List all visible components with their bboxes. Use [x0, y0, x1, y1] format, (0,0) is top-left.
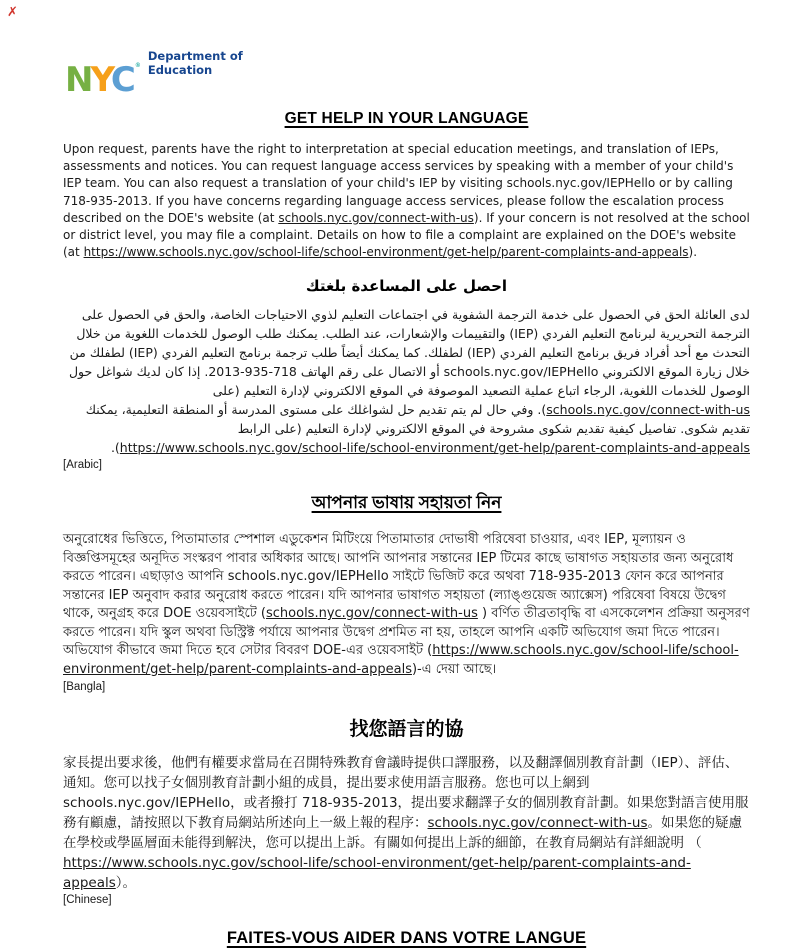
logo-department-text [148, 50, 243, 77]
language-label-arabic: [Arabic] [63, 459, 102, 472]
link-arabic[interactable]: schools.nyc.gov/connect-with-us [546, 402, 750, 418]
text-run: Upon request, parents have the right to interpretation at special education meetings, and translation of IEPs, assessments and notices. You can request language access services by speaking with a member of your child's IEP team. You can also request a translation of your child's IEP by visiting schools.nyc.gov/IEPHello or by calling 718-935-2013. If you have concerns regarding language access services, please follow the escalation process described on the DOE's website (at [63, 142, 734, 225]
language-label-bangla: [Bangla] [63, 681, 106, 694]
link-bangla[interactable]: schools.nyc.gov/connect-with-us [266, 606, 478, 622]
text-run: ). [688, 245, 698, 260]
paragraph-english [63, 141, 750, 261]
section-arabic [63, 277, 750, 472]
section-chinese [63, 714, 750, 907]
text-run: 。如果您的疑慮在學校或學區層面未能得到解決，您可以提出上訴。有關如何提出上訴的細節，在教育局網站有詳細說明 （ [63, 815, 743, 852]
link-chinese[interactable]: https://www.schools.nyc.gov/school-life/school-environment/get-help/parent-complaints-and-appeals [63, 855, 691, 892]
link-english[interactable]: https://www.schools.nyc.gov/school-life/school-environment/get-help/parent-complaints-and-appeals [83, 245, 689, 260]
heading-arabic: احصل على المساعدة بلغتك [305, 277, 508, 296]
link-arabic[interactable]: https://www.schools.nyc.gov/school-life/school-environment/get-help/parent-complaints-and-appeals [119, 440, 750, 456]
section-bangla [63, 490, 750, 694]
heading-bangla: আপনার ভাষায় সহায়তা নিন [311, 493, 502, 513]
nyc-logo-letter-y: Y [90, 60, 111, 100]
link-english[interactable]: schools.nyc.gov/connect-with-us [278, 210, 474, 225]
text-run: ). وفي حال لم يتم تقديم حل لشواغلك على مستوى المدرسة أو المنطقة التعليمية، يمكنك تقديم شكوى. تفاصيل كيفية تقديم شكوى مشروحة في الموقع الالكتروني لإدارة التعليم (على الرابط [85, 402, 750, 437]
text-run: )-এ দেয়া আছে। [411, 661, 497, 677]
text-run: অনুরোধের ভিত্তিতে, পিতামাতার স্পেশাল এডুকেশন মিটিংয়ে পিতামাতার দোভাষী পরিষেবা চাওয়ার, এবং IEP, মূল্যায়ন ও বিজ্ঞপ্তিসমূহের অনূদিত সংস্করণ পাবার অধিকার আছে। আপনি আপনার সন্তানের IEP টিমের কাছে ভাষাগত সহায়তার জন্য অনুরোধ করতে পারেন। এছাড়াও আপনি schools.nyc.gov/IEPHello সাইটে ভিজিট করে অথবা 718-935-2013 ফোন করে আপনার সন্তানের IEP অনুবাদ করার অনুরোধ করতে পারেন। যদি আপনার ভাষাগত সহায়তা (ল্যাঙ্গুয়েজ অ্যাক্সেস) পরিষেবা বিষয়ে উদ্বেগ থাকে, অনুগ্রহ করে DOE ওয়েবসাইটে ( [63, 532, 734, 622]
nyc-logo-letter-c: C [110, 60, 133, 100]
heading-french: FAITES-VOUS AIDER DANS VOTRE LANGUE [226, 929, 587, 948]
heading-english: GET HELP IN YOUR LANGUAGE [284, 110, 529, 127]
logo-department-line2: Education [147, 62, 213, 77]
logo-department-line1: Department of [147, 49, 243, 63]
paragraph-chinese [63, 753, 750, 893]
link-bangla[interactable]: https://www.schools.nyc.gov/school-life/school-environment/get-help/parent-complaints-and-appeals [63, 643, 739, 677]
text-run: لدى العائلة الحق في الحصول على خدمة الترجمة الشفوية في اجتماعات التعليم لذوي الاحتياجات الخاصة، والحق في الحصول على الترجمة التحريرية لبرنامج التعليم الفردي (IEP) والتقييمات والإشعارات، عند الطلب. يمكنك طلب الوصول للخدمات اللغوية من خلال التحدث مع أحد أفراد فريق برنامج التعليم الفردي (IEP) لطفلك. كما يمكنك أيضاً طلب ترجمة برنامج التعليم الفردي (IEP) لطفلك من خلال زيارة الموقع الالكتروني schools.nyc.gov/IEPHello أو الاتصال على رقم الهاتف 718-935-2013. إذا كان لديك شواغل حول الوصول للخدمات اللغوية، الرجاء اتباع عملية التصعيد الموصوفة في الموقع الالكتروني لإدارة التعليم (على [68, 307, 750, 399]
nyc-doe-logo [65, 0, 750, 100]
section-english [63, 110, 750, 261]
nyc-logo-letter-n: N [65, 60, 91, 100]
heading-chinese: 找您語言的協 [349, 719, 464, 741]
section-french [63, 929, 750, 948]
text-run: ). If your concern is not resolved at the school or district level, you may file a complaint. Details on how to file a complaint are explained on the DOE's website (at [63, 210, 750, 260]
text-run: ）。 [115, 875, 137, 892]
text-run: ) বর্ণিত তীব্রতাবৃদ্ধি বা এসকেলেশন প্রক্রিয়া অনুসরণ করতে পারেন। যদি স্কুল অথবা ডিস্ট্রিক্ট পর্যায়ে আপনার উদ্বেগ প্রশমিত না হয়, তাহলে আপনি একটি অভিযোগ জমা দিতে পারেন। অভিযোগ কীভাবে জমা দিতে হবে সেটার বিবরণ DOE-এর ওয়েবসাইট ( [63, 606, 750, 659]
paragraph-arabic [63, 305, 750, 457]
trademark-icon: ® [134, 62, 141, 69]
nyc-logo-letters [65, 47, 141, 99]
sections [63, 110, 750, 948]
text-run: 家長提出要求後，他們有權要求當局在召開特殊教育會議時提供口譯服務，以及翻譯個別教育計劃（IEP）、評估、通知。您可以找子女個別教育計劃小組的成員，提出要求使用語言服務。您也可以上網到 schools.nyc.gov/IEPHello，或者撥打 718-935-2013，提出要求翻譯子女的個別教育計劃。如果您對語言使用服務有顧慮，請按照以下教育局網站所述向上一級上報的程序： [63, 755, 749, 832]
text-run: ). [110, 440, 120, 456]
broken-image-icon: ✗ [7, 4, 18, 19]
language-label-chinese: [Chinese] [63, 894, 112, 907]
link-chinese[interactable]: schools.nyc.gov/connect-with-us [427, 815, 648, 832]
paragraph-bangla [63, 531, 750, 679]
